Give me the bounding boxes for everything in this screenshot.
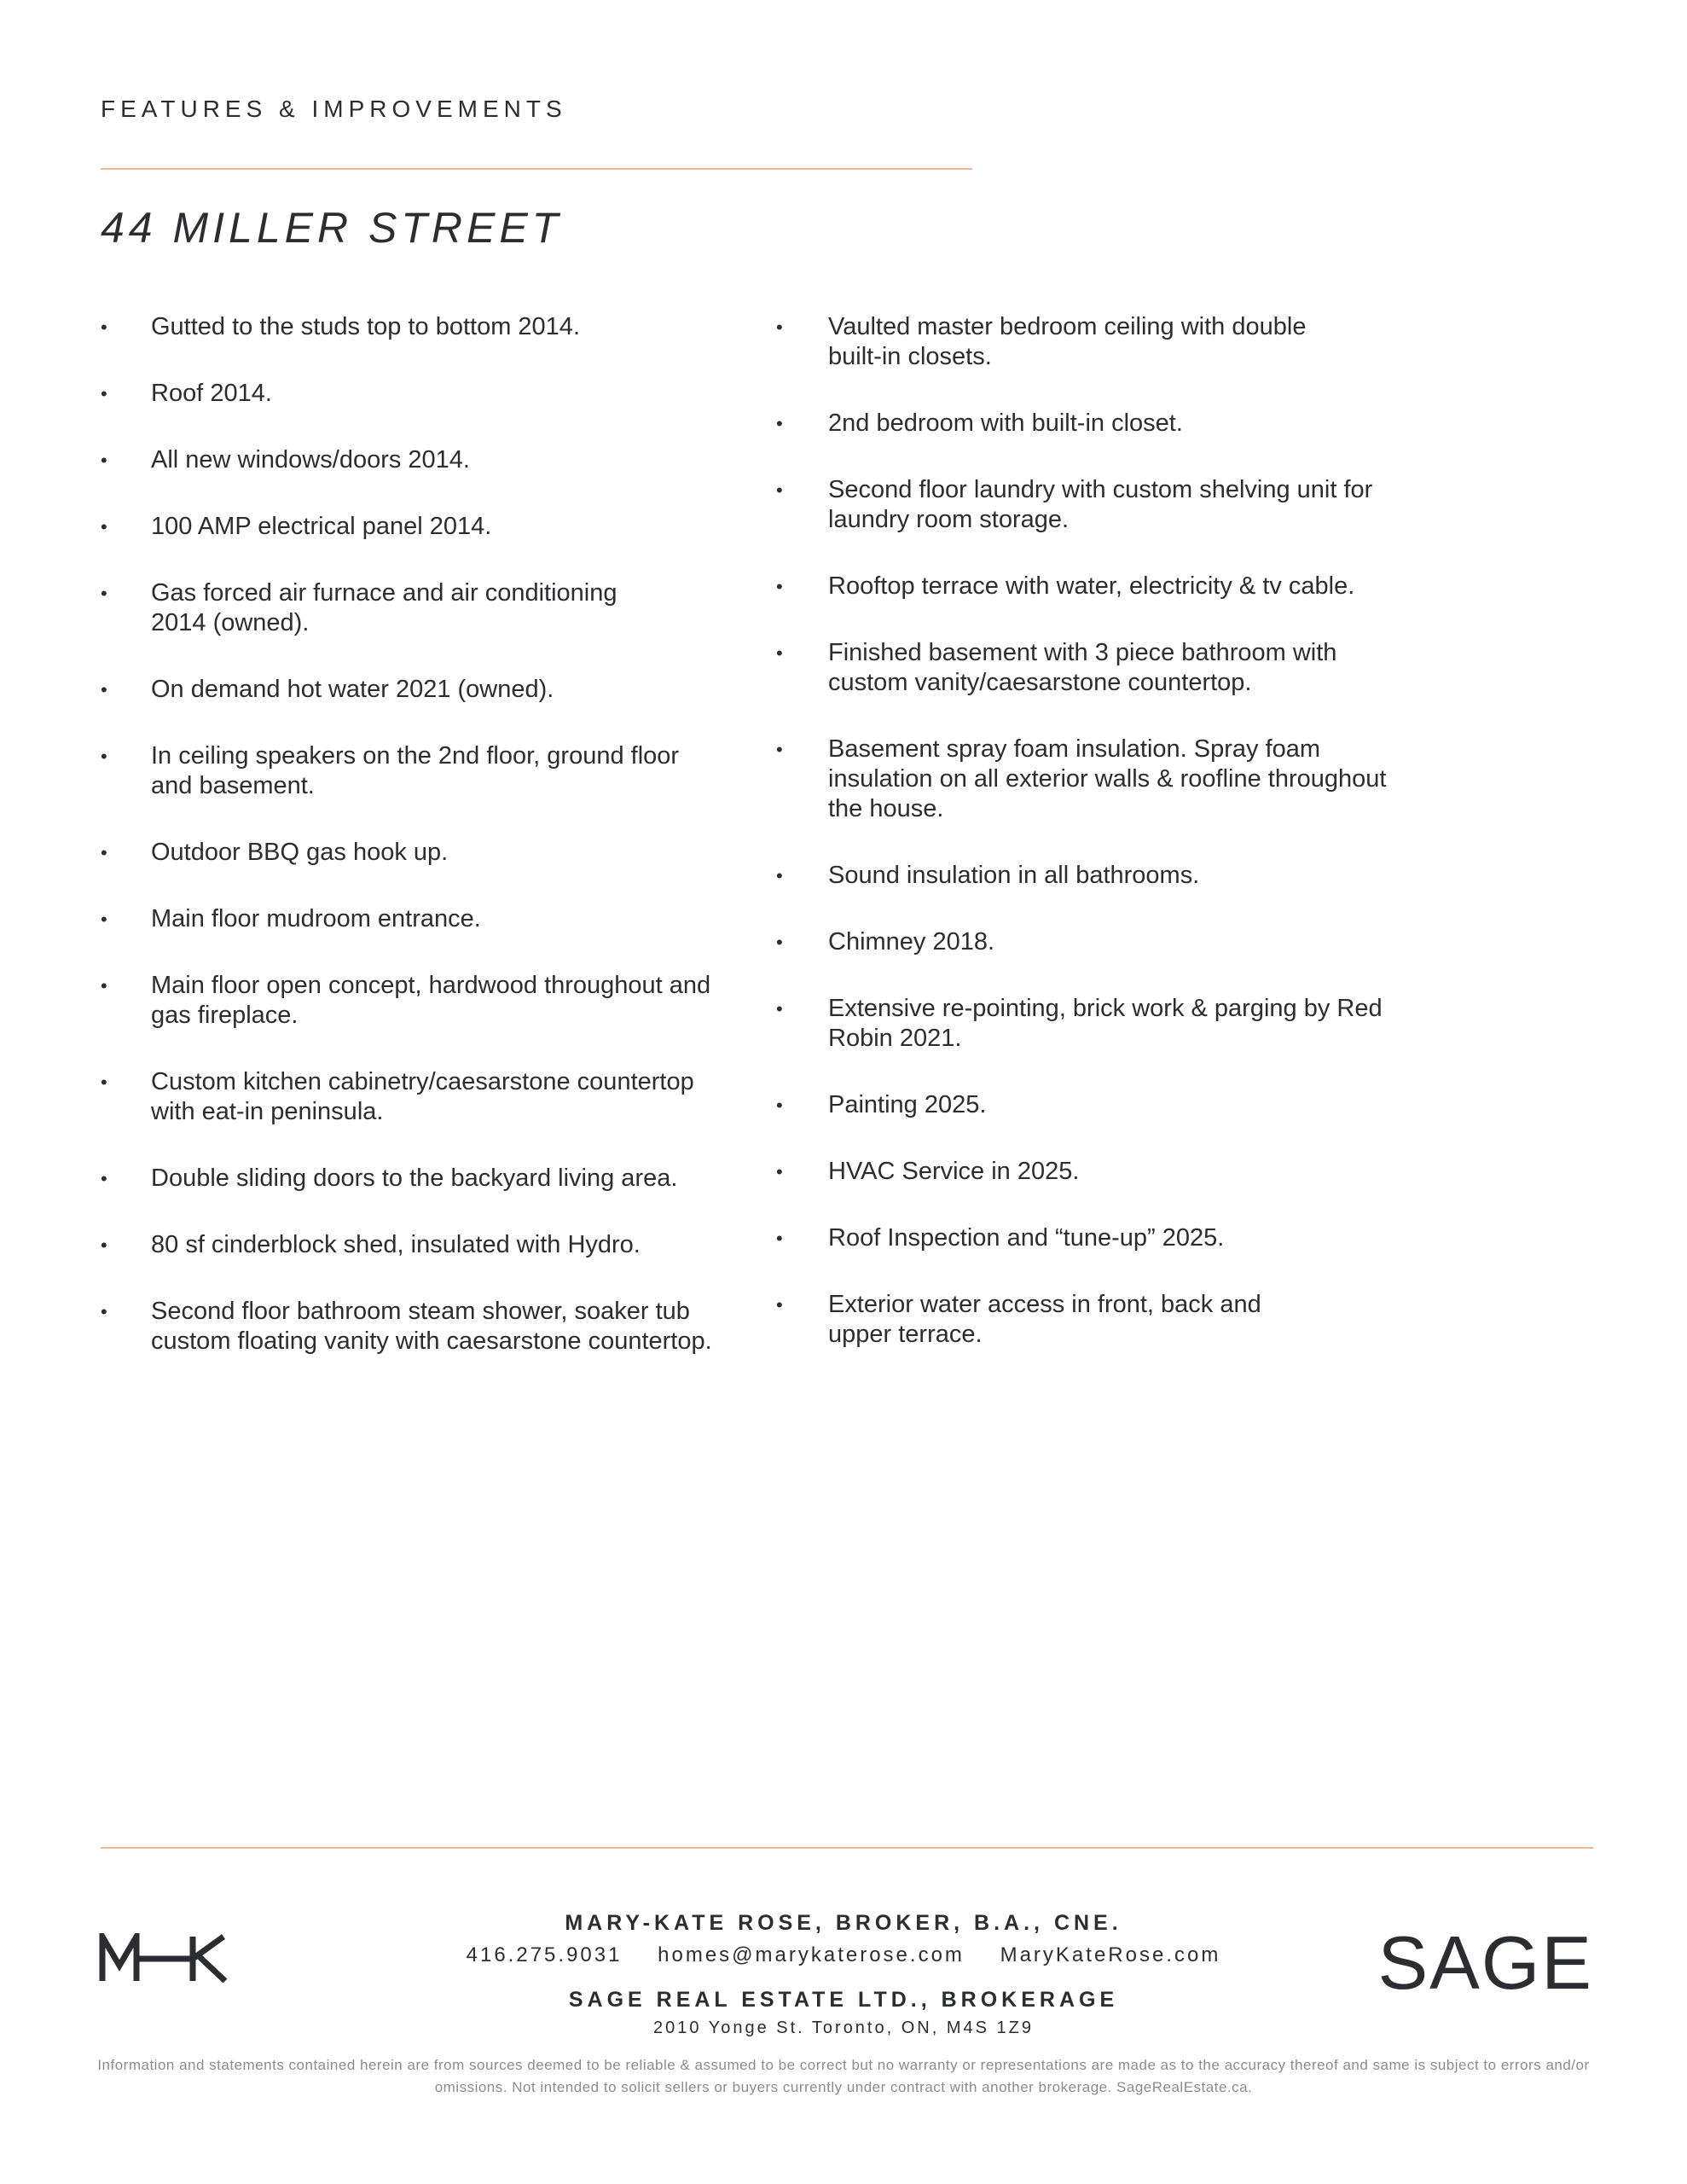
phone-number[interactable]: 416.275.9031 — [466, 1943, 623, 1966]
feature-text: Vaulted master bedroom ceiling with double built-in closets. — [828, 313, 1307, 370]
bullet-icon: • — [776, 1095, 783, 1116]
features-list-left — [101, 312, 749, 1393]
bullet-icon: • — [776, 865, 783, 886]
feature-item — [776, 1090, 1424, 1120]
bullet-icon: • — [776, 739, 783, 760]
feature-item — [101, 675, 749, 705]
feature-item — [776, 638, 1424, 698]
feature-text: Gas forced air furnace and air conditioning 2014 (owned). — [151, 579, 617, 636]
feature-text: 80 sf cinderblock shed, insulated with Hydro. — [151, 1231, 641, 1258]
feature-item — [776, 861, 1424, 891]
feature-item — [101, 445, 749, 475]
features-list-right — [776, 312, 1424, 1386]
bullet-icon: • — [101, 909, 107, 930]
feature-text: Main floor mudroom entrance. — [151, 905, 481, 932]
feature-item — [101, 904, 749, 934]
bullet-icon: • — [101, 1168, 107, 1189]
disclaimer: Information and statements contained herein are from sources deemed to be reliable & assumed to be correct but no warranty or representations are made as to the accuracy thereof and same is subject to errors and/or omissions. Not intended to solicit sellers or buyers currently under contract with another brokerage. SageRealEstate.ca. — [97, 2057, 1590, 2095]
feature-text: Second floor laundry with custom shelving unit for laundry room storage. — [828, 476, 1373, 533]
feature-item — [101, 741, 749, 801]
feature-text: Outdoor BBQ gas hook up. — [151, 839, 449, 866]
feature-text: Roof Inspection and “tune-up” 2025. — [828, 1224, 1225, 1252]
feature-text: Extensive re-pointing, brick work & parging by Red Robin 2021. — [828, 995, 1383, 1052]
feature-text: Second floor bathroom steam shower, soaker tub custom floating vanity with caesarstone countertop. — [151, 1298, 712, 1355]
bullet-icon: • — [776, 998, 783, 1019]
bullet-icon: • — [101, 1234, 107, 1256]
bullet-icon: • — [101, 975, 107, 996]
contact-line — [0, 1943, 1687, 1967]
feature-item — [101, 578, 749, 638]
bullet-icon: • — [776, 932, 783, 953]
feature-text: 100 AMP electrical panel 2014. — [151, 513, 492, 540]
feature-text: Custom kitchen cabinetry/caesarstone countertop with eat-in peninsula. — [151, 1068, 694, 1125]
bullet-icon: • — [101, 383, 107, 404]
feature-item — [101, 1164, 749, 1194]
bullet-icon: • — [776, 576, 783, 597]
feature-text: Chimney 2018. — [828, 928, 995, 956]
feature-text: In ceiling speakers on the 2nd floor, ground floor and basement. — [151, 742, 680, 799]
feature-text: Main floor open concept, hardwood throughout and gas fireplace. — [151, 972, 711, 1029]
feature-text: Sound insulation in all bathrooms. — [828, 862, 1200, 889]
bullet-icon: • — [101, 450, 107, 471]
bullet-icon: • — [101, 583, 107, 604]
agent-name: MARY-KATE ROSE, BROKER, B.A., CNE. — [565, 1911, 1122, 1935]
bullet-icon: • — [101, 1072, 107, 1093]
feature-item — [101, 1230, 749, 1260]
feature-text: Finished basement with 3 piece bathroom with custom vanity/caesarstone countertop. — [828, 639, 1337, 696]
feature-item — [101, 1297, 749, 1356]
bottom-divider — [101, 1847, 1593, 1849]
bullet-icon: • — [776, 1294, 783, 1316]
bullet-icon: • — [776, 413, 783, 434]
email-link[interactable]: homes@marykaterose.com — [658, 1943, 965, 1966]
bullet-icon: • — [101, 746, 107, 767]
sage-logo: SAGE — [1377, 1920, 1593, 2005]
feature-text: 2nd bedroom with built-in closet. — [828, 410, 1183, 437]
top-divider — [101, 168, 972, 170]
feature-item — [101, 1067, 749, 1127]
feature-text: All new windows/doors 2014. — [151, 446, 470, 473]
bullet-icon: • — [101, 317, 107, 338]
feature-item — [776, 927, 1424, 957]
page-kicker: FEATURES & IMPROVEMENTS — [101, 96, 567, 122]
feature-item — [101, 379, 749, 409]
feature-text: On demand hot water 2021 (owned). — [151, 676, 554, 703]
bullet-icon: • — [101, 842, 107, 863]
bullet-icon: • — [776, 479, 783, 501]
feature-item — [776, 572, 1424, 601]
website-link[interactable]: MaryKateRose.com — [1000, 1943, 1221, 1966]
feature-item — [101, 838, 749, 868]
feature-item — [101, 971, 749, 1031]
feature-item — [776, 1157, 1424, 1187]
feature-item — [776, 409, 1424, 439]
brokerage-address: 2010 Yonge St. Toronto, ON, M4S 1Z9 — [653, 2018, 1034, 2037]
feature-item — [101, 312, 749, 342]
feature-item — [776, 312, 1424, 372]
feature-item — [776, 1290, 1424, 1350]
feature-item — [101, 512, 749, 542]
feature-text: Exterior water access in front, back and upper terrace. — [828, 1291, 1261, 1348]
feature-text: Roof 2014. — [151, 380, 272, 407]
bullet-icon: • — [776, 1228, 783, 1249]
feature-item — [776, 994, 1424, 1054]
bullet-icon: • — [101, 1301, 107, 1322]
feature-item — [776, 475, 1424, 535]
bullet-icon: • — [101, 516, 107, 537]
bullet-icon: • — [101, 679, 107, 700]
bullet-icon: • — [776, 1161, 783, 1182]
feature-item — [776, 735, 1424, 824]
bullet-icon: • — [776, 642, 783, 664]
page-title: 44 MILLER STREET — [101, 204, 563, 252]
feature-item — [776, 1223, 1424, 1253]
feature-text: Painting 2025. — [828, 1091, 987, 1118]
feature-text: Double sliding doors to the backyard living area. — [151, 1165, 678, 1192]
feature-text: HVAC Service in 2025. — [828, 1158, 1080, 1185]
feature-text: Rooftop terrace with water, electricity & tv cable. — [828, 572, 1355, 600]
brokerage-name: SAGE REAL ESTATE LTD., BROKERAGE — [568, 1988, 1119, 2012]
bullet-icon: • — [776, 317, 783, 338]
feature-text: Basement spray foam insulation. Spray foam insulation on all exterior walls & roofline throughout the house. — [828, 735, 1387, 822]
feature-text: Gutted to the studs top to bottom 2014. — [151, 313, 580, 340]
